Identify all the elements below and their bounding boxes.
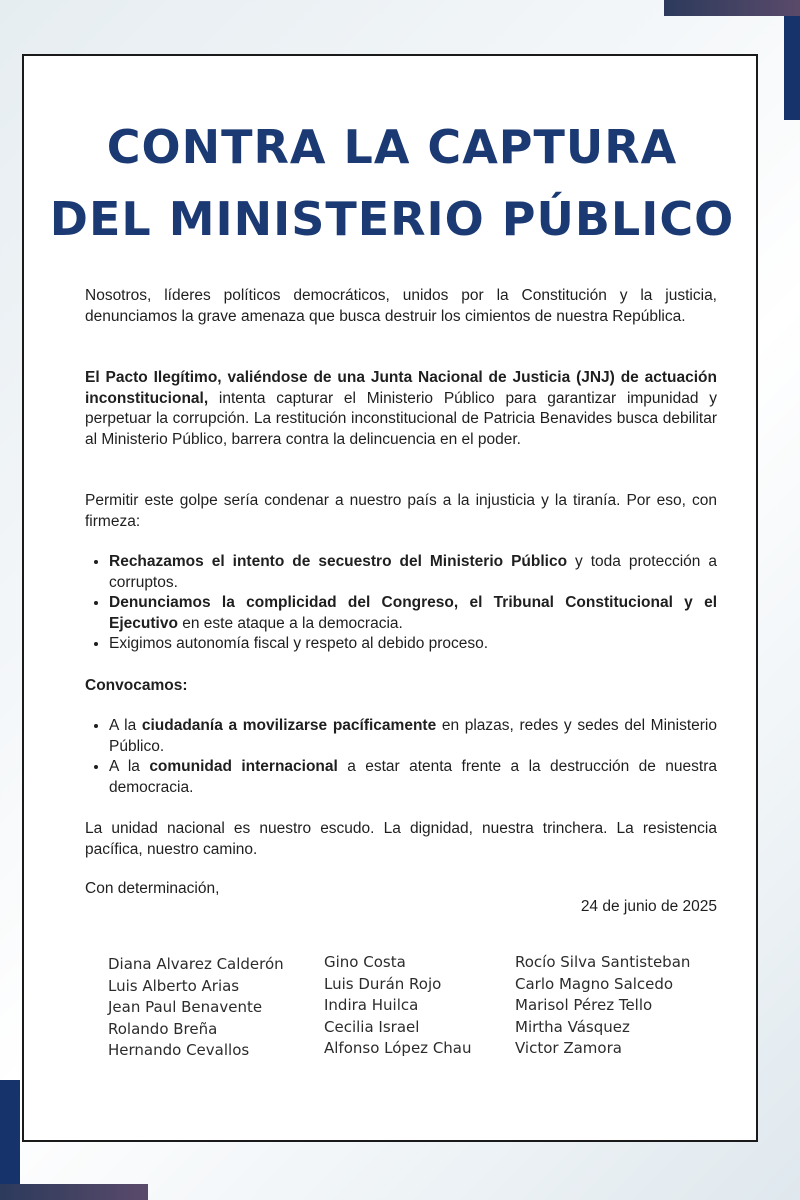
intro-text: Nosotros, líderes políticos democráticos, unidos por la Constitución y la justicia, denunciamos la grave amenaza que busca destruir los cimientos de nuestra República. (85, 287, 717, 325)
demand-item (109, 634, 717, 655)
signoff (85, 879, 717, 900)
signatory-name: Alfonso López Chau (324, 1039, 472, 1057)
pacto-bold-text: El Pacto Ilegítimo, valiéndose de una Junta Nacional de Justicia (JNJ) de actuación inconstitucional, (85, 369, 717, 407)
demands-list (85, 552, 717, 655)
demand-text: en este ataque a la democracia. (177, 614, 403, 632)
signatories-column-3 (515, 952, 690, 1060)
signatory-name: Diana Alvarez Calderón (108, 955, 284, 973)
call-item (109, 716, 717, 757)
call-bold: ciudadanía a movilizarse pacíficamente (141, 717, 437, 734)
signatory-name: Cecilia Israel (324, 1017, 420, 1036)
signatory-name: Luis Alberto Arias (108, 976, 240, 995)
signatory-name: Mirtha Vásquez (515, 1017, 630, 1036)
call-pre: A la (109, 717, 142, 734)
call-bold: comunidad internacional (149, 758, 338, 775)
signatory-name: Jean Paul Benavente (108, 998, 263, 1016)
signatory-name: Rocío Silva Santisteban (515, 953, 691, 971)
convocamos-heading (85, 676, 717, 697)
signoff-text: Con determinación, (85, 880, 220, 897)
signatory-name: Carlo Magno Salcedo (515, 974, 674, 993)
date: 24 de junio de 2025 (580, 898, 717, 915)
signatory-name: Victor Zamora (515, 1039, 622, 1057)
intro-paragraph (85, 286, 717, 327)
call-text: a estar atenta frente a la destrucción de nuestra democracia. (109, 758, 717, 796)
title-line-1: CONTRA LA CAPTURA (106, 120, 678, 174)
signatories-column-1 (108, 954, 284, 1062)
decorative-bottom-bar (0, 1184, 148, 1200)
signatory-name: Rolando Breña (108, 1019, 218, 1038)
demand-item (109, 593, 717, 634)
signatory-name: Indira Huilca (324, 996, 419, 1014)
demand-bold: Rechazamos el intento de secuestro del Ministerio Público (109, 553, 568, 570)
convocamos-heading-text: Convocamos: (85, 677, 188, 694)
title-line-2: DEL MINISTERIO PÚBLICO (49, 192, 735, 246)
pacto-text: intenta capturar el Ministerio Público para garantizar impunidad y perpetuar la corrupción. La restitución inconstitucional de Patricia Benavides busca debilitar al Ministerio Público, barrera contra la delincuencia en el poder. (85, 389, 717, 448)
pacto-paragraph (85, 368, 717, 450)
signatory-name: Luis Durán Rojo (324, 974, 442, 993)
calls-list (85, 716, 717, 798)
signatory-name: Hernando Cevallos (108, 1041, 250, 1059)
call-text: en plazas, redes y sedes del Ministerio Público. (109, 717, 717, 755)
closing-paragraph (85, 819, 717, 860)
decorative-right-bar (784, 16, 800, 120)
demand-item (109, 552, 717, 593)
decorative-top-bar (664, 0, 800, 16)
call-item (109, 757, 717, 798)
demand-text: Exigimos autonomía fiscal y respeto al debido proceso. (109, 635, 489, 652)
decorative-left-bar (0, 1080, 20, 1200)
firmeza-text: Permitir este golpe sería condenar a nuestro país a la injusticia y la tiranía. Por eso, con firmeza: (85, 492, 717, 530)
signatory-name: Gino Costa (324, 953, 406, 971)
closing-text: La unidad nacional es nuestro escudo. La dignidad, nuestra trinchera. La resistencia pacífica, nuestro camino. (85, 820, 717, 858)
signatory-name: Marisol Pérez Tello (515, 996, 653, 1014)
signatories-column-2 (324, 952, 472, 1060)
statement-card (22, 54, 758, 1142)
firmeza-paragraph (85, 491, 717, 532)
call-pre: A la (109, 758, 150, 775)
demand-text: y toda protección a corruptos. (109, 553, 717, 591)
demand-bold: Denunciamos la complicidad del Congreso, el Tribunal Constitucional y el Ejecutivo (109, 594, 717, 632)
